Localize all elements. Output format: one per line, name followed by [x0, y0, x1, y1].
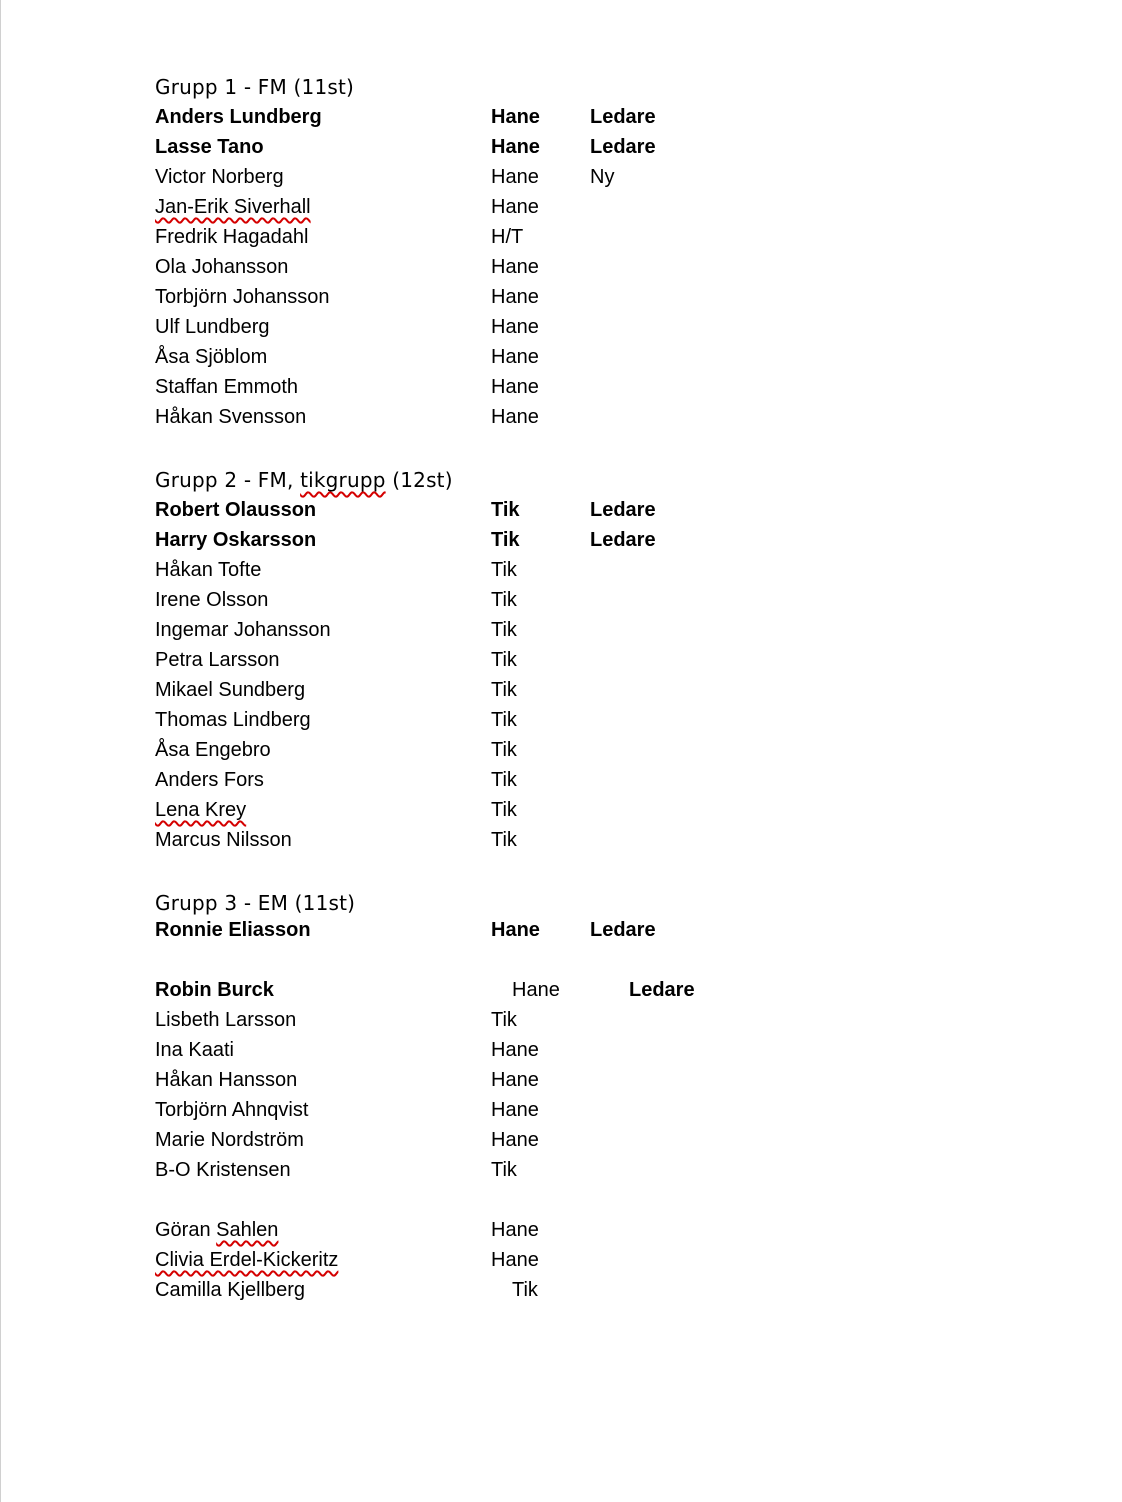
member-name: Ulf Lundberg — [155, 316, 270, 338]
member-type: Hane — [491, 1129, 539, 1151]
member-name: Thomas Lindberg — [155, 709, 311, 731]
list-item — [155, 372, 955, 402]
member-name: Petra Larsson — [155, 649, 280, 671]
member-name: Göran Sahlen — [155, 1219, 279, 1241]
member-type: Tik — [491, 709, 517, 731]
list-item — [155, 615, 955, 645]
list-item — [155, 495, 955, 525]
member-type: Hane — [491, 136, 540, 158]
member-role: Ledare — [590, 919, 656, 941]
member-type: Tik — [491, 499, 520, 521]
member-name: Robin Burck — [155, 979, 274, 1001]
list-item — [155, 342, 955, 372]
member-type: Tik — [512, 1279, 538, 1301]
member-role: Ledare — [590, 499, 656, 521]
member-type: H/T — [491, 226, 524, 248]
list-item — [155, 1125, 955, 1155]
member-type: Hane — [491, 106, 540, 128]
list-item — [155, 795, 955, 825]
member-name: Åsa Sjöblom — [155, 346, 268, 368]
member-type: Hane — [491, 1219, 539, 1241]
blank-line — [155, 1185, 955, 1215]
group-3 — [155, 888, 955, 1305]
list-item — [155, 222, 955, 252]
list-item — [155, 1095, 955, 1125]
group-title — [155, 888, 955, 918]
member-type: Tik — [491, 589, 517, 611]
member-role: Ledare — [590, 529, 656, 551]
member-role: Ledare — [590, 106, 656, 128]
list-item — [155, 1275, 955, 1305]
list-item — [155, 252, 955, 282]
member-name: Victor Norberg — [155, 166, 284, 188]
member-name: Håkan Svensson — [155, 406, 307, 428]
member-type: Tik — [491, 829, 517, 851]
member-name: Marcus Nilsson — [155, 829, 292, 851]
group-title-text: Grupp 1 - FM (11st) — [155, 75, 355, 99]
list-item — [155, 102, 955, 132]
member-type: Tik — [491, 619, 517, 641]
group-title — [155, 72, 955, 102]
page-edge — [0, 0, 1, 1502]
list-item — [155, 735, 955, 765]
member-name: Ingemar Johansson — [155, 619, 331, 641]
list-item — [155, 705, 955, 735]
member-name: Ina Kaati — [155, 1039, 234, 1061]
member-type: Tik — [491, 1009, 517, 1031]
group-title-text: (12st) — [385, 468, 453, 492]
member-type: Hane — [491, 286, 539, 308]
group-1 — [155, 72, 955, 432]
member-name: Lasse Tano — [155, 136, 264, 158]
member-type: Tik — [491, 769, 517, 791]
list-item — [155, 132, 955, 162]
group-title-text: Grupp 3 - EM (11st) — [155, 891, 356, 915]
list-item — [155, 765, 955, 795]
member-type: Tik — [491, 649, 517, 671]
member-type: Hane — [491, 376, 539, 398]
member-type: Hane — [491, 1249, 539, 1271]
member-role: Ledare — [590, 136, 656, 158]
member-name: Fredrik Hagadahl — [155, 226, 309, 248]
list-item — [155, 402, 955, 432]
member-type: Hane — [491, 1099, 539, 1121]
blank-line — [155, 945, 955, 975]
member-name: Ola Johansson — [155, 256, 289, 278]
group-title-text: tikgrupp — [300, 468, 386, 492]
member-type: Tik — [491, 1159, 517, 1181]
member-type: Hane — [491, 316, 539, 338]
list-item — [155, 1065, 955, 1095]
member-type: Tik — [491, 799, 517, 821]
member-type: Hane — [512, 979, 560, 1001]
list-item — [155, 1035, 955, 1065]
list-item — [155, 192, 955, 222]
member-name: Torbjörn Johansson — [155, 286, 330, 308]
member-name: Staffan Emmoth — [155, 376, 299, 398]
list-item — [155, 1245, 955, 1275]
member-name: Harry Oskarsson — [155, 529, 317, 551]
list-item — [155, 915, 955, 945]
list-item — [155, 282, 955, 312]
member-name: Mikael Sundberg — [155, 679, 306, 701]
list-item — [155, 645, 955, 675]
member-type: Tik — [491, 679, 517, 701]
list-item — [155, 1215, 955, 1245]
member-name: Irene Olsson — [155, 589, 269, 611]
list-item — [155, 675, 955, 705]
member-name: Marie Nordström — [155, 1129, 304, 1151]
member-name: Anders Fors — [155, 769, 264, 791]
list-item — [155, 975, 955, 1005]
member-name: Camilla Kjellberg — [155, 1279, 306, 1301]
list-item — [155, 162, 955, 192]
list-item — [155, 585, 955, 615]
member-type: Hane — [491, 1039, 539, 1061]
member-name: Robert Olausson — [155, 499, 317, 521]
member-role: Ledare — [629, 979, 695, 1001]
member-type: Hane — [491, 919, 540, 941]
member-name: Lena Krey — [155, 799, 247, 821]
group-title-text: Grupp 2 - FM, — [155, 468, 301, 492]
member-type: Tik — [491, 739, 517, 761]
member-name: Åsa Engebro — [155, 739, 271, 761]
member-role: Ny — [590, 166, 615, 188]
member-name: Torbjörn Ahnqvist — [155, 1099, 309, 1121]
member-type: Tik — [491, 559, 517, 581]
group-2 — [155, 465, 955, 855]
member-type: Hane — [491, 406, 539, 428]
member-type: Tik — [491, 529, 520, 551]
member-name: Ronnie Eliasson — [155, 919, 311, 941]
member-type: Hane — [491, 166, 539, 188]
member-type: Hane — [491, 256, 539, 278]
member-name: Håkan Hansson — [155, 1069, 298, 1091]
list-item — [155, 1005, 955, 1035]
member-type: Hane — [491, 196, 539, 218]
member-name: Lisbeth Larsson — [155, 1009, 297, 1031]
member-type: Hane — [491, 1069, 539, 1091]
member-name: Clivia Erdel-Kickeritz — [155, 1249, 339, 1271]
member-name: Jan-Erik Siverhall — [155, 196, 311, 218]
member-name: Håkan Tofte — [155, 559, 262, 581]
list-item — [155, 555, 955, 585]
member-name: B-O Kristensen — [155, 1159, 291, 1181]
list-item — [155, 312, 955, 342]
member-name: Anders Lundberg — [155, 106, 322, 128]
member-type: Hane — [491, 346, 539, 368]
list-item — [155, 525, 955, 555]
list-item — [155, 825, 955, 855]
list-item — [155, 1155, 955, 1185]
group-title — [155, 465, 955, 495]
